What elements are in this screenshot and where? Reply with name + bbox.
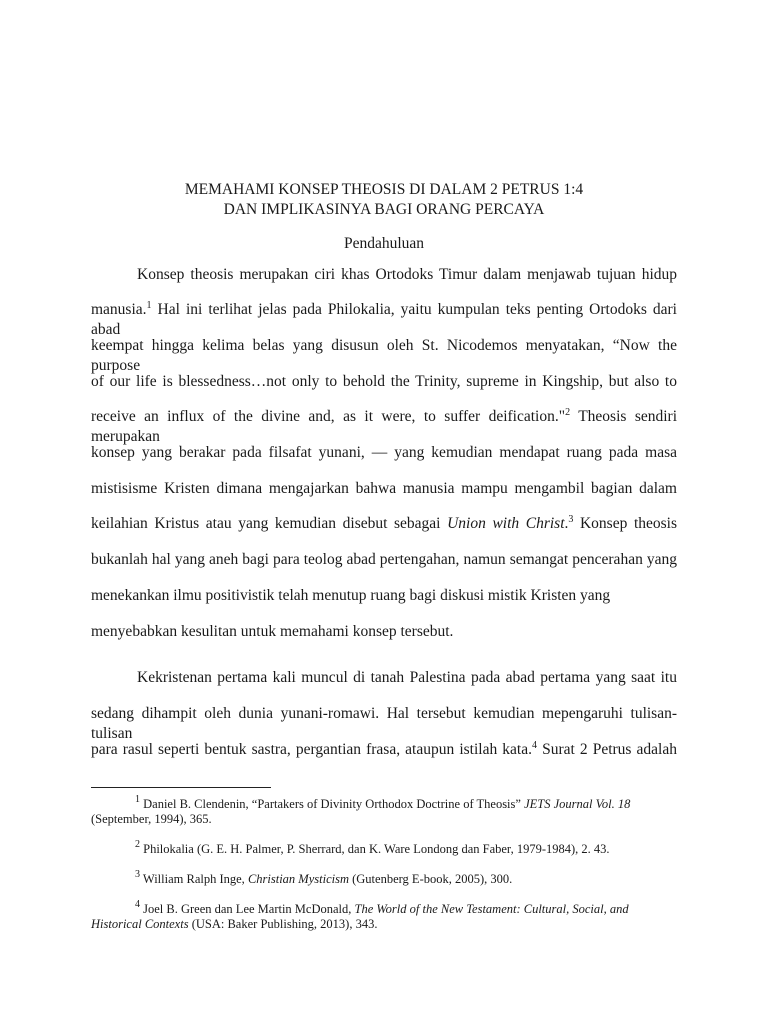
paragraph-1-line-6: konsep yang berakar pada filsafat yunani, — yang kemudian mendapat ruang pada masa — [91, 444, 677, 461]
title-line-1: MEMAHAMI KONSEP THEOSIS DI DALAM 2 PETRUS 1:4 — [184, 181, 584, 198]
section-heading: Pendahuluan — [343, 235, 425, 252]
paragraph-1-line-5: receive an influx of the divine and, as it were, to suffer deification."$^2$ Theosis sendiri merupakan — [91, 407, 678, 445]
footnote-ref-4: 4 — [531, 740, 537, 751]
paragraph-2-line-2: sedang dihampit oleh dunia yunani-romawi. Hal tersebut kemudian mepengaruhi tulisan-tulisan — [91, 705, 677, 742]
paragraph-2-line-1: Kekristenan pertama kali muncul di tanah Palestina pada abad pertama yang saat itu — [137, 669, 677, 686]
paragraph-1-line-9: bukanlah hal yang aneh bagi para teolog abad pertengahan, namun semangat pencerahan yang — [91, 551, 677, 568]
footnote-1: $^1$ Daniel B. Clendenin, “Partakers of Divinity Orthodox Doctrine of Theosis” JETS Journal Vol. 18 — [135, 794, 631, 811]
footnote-1-continued: (September, 1994), 365. — [91, 812, 212, 826]
paragraph-1-line-1: Konsep theosis merupakan ciri khas Ortodoks Timur dalam menjawab tujuan hidup — [137, 266, 677, 283]
footnote-4-continued: Historical Contexts (USA: Baker Publishing, 2013), 343. — [91, 917, 378, 931]
paragraph-1-line-2: manusia.$^1$ Hal ini terlihat jelas pada Philokalia, yaitu kumpulan teks penting Ortodoks dari abad — [91, 300, 677, 338]
footnote-2: $^2$ Philokalia (G. E. H. Palmer, P. Sherrard, dan K. Ware Londong dan Faber, 1979-1984), 2. 43. — [135, 839, 610, 856]
footnote-4: $^4$ Joel B. Green dan Lee Martin McDonald, The World of the New Testament: Cultural, Social, and — [135, 899, 629, 916]
paragraph-1-line-10: menekankan ilmu positivistik telah menutup ruang bagi diskusi mistik Kristen yang — [91, 587, 611, 604]
paragraph-2-line-3: para rasul seperti bentuk sastra, pergantian frasa, ataupun istilah kata.$^4$ Surat 2 Petrus adalah — [91, 740, 677, 758]
footnote-ref-1: 1 — [146, 300, 152, 311]
paragraph-1-line-3: keempat hingga kelima belas yang disusun oleh St. Nicodemos menyatakan, “Now the purpose — [91, 337, 677, 374]
footnote-ref-2: 2 — [565, 407, 571, 418]
paragraph-1-line-8: keilahian Kristus atau yang kemudian disebut sebagai Union with Christ.$^3$ Konsep theosis — [91, 514, 677, 532]
footnote-separator — [91, 787, 271, 788]
paragraph-1-line-4: of our life is blessedness…not only to behold the Trinity, supreme in Kingship, but also to — [91, 373, 677, 390]
footnote-3: $^3$ William Ralph Inge, Christian Mysticism (Gutenberg E-book, 2005), 300. — [135, 869, 513, 886]
paragraph-1-line-11: menyebabkan kesulitan untuk memahami konsep tersebut. — [91, 623, 454, 640]
footnote-ref-3: 3 — [568, 514, 574, 525]
paragraph-1-line-7: mistisisme Kristen dimana mengajarkan bahwa manusia mampu mengambil bagian dalam — [91, 480, 677, 497]
title-line-2: DAN IMPLIKASINYA BAGI ORANG PERCAYA — [223, 201, 545, 218]
